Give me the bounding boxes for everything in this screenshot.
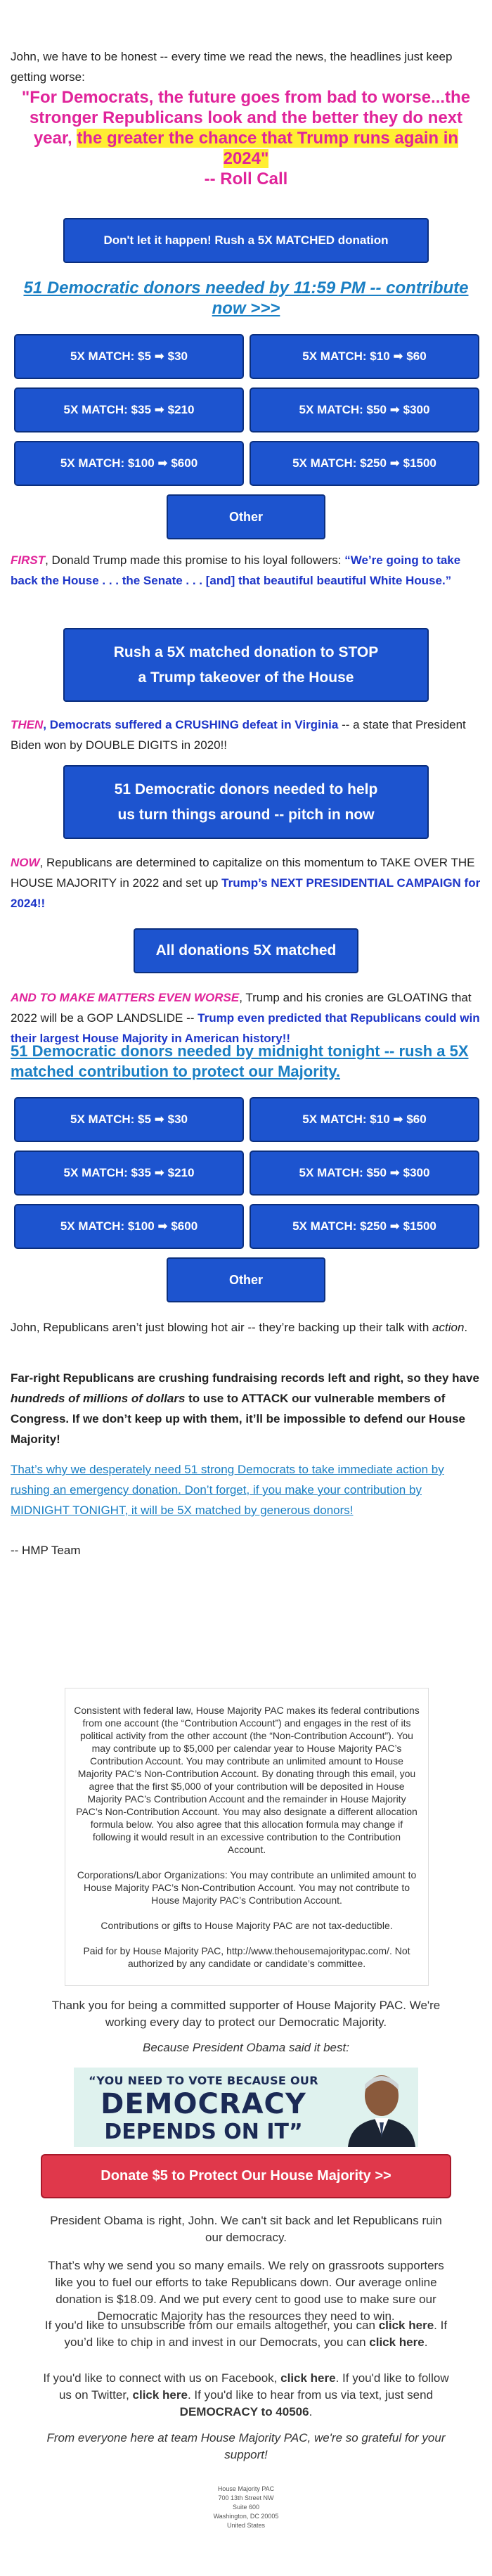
match-button-50[interactable] [250,1151,479,1196]
match-label: 5X MATCH: $50 ➡ $300 [299,1166,430,1179]
connect-t3: . If you'd like to hear from us via text, just send [187,2388,434,2402]
connect-t1: If you'd like to connect with us on Facebook, [43,2371,281,2385]
connect-t2: . If you'd like to follow us on Twitter, [58,2371,449,2402]
then-lead: THEN [11,718,44,731]
twitter-link[interactable]: click here [132,2388,188,2402]
chip-in-link[interactable]: click here [369,2335,425,2349]
cta-label: All donations 5X matched [155,942,337,959]
obama-portrait-image [341,2068,418,2147]
disclaimer-p3: Contributions or gifts to House Majority PAC are not tax-deductible. [101,1920,393,1931]
obama-intro: Because President Obama said it best: [143,2041,349,2054]
then-paragraph [11,715,481,755]
match-button-5[interactable] [14,1097,244,1142]
address-line: United States [226,2522,266,2529]
worse-emph: Trump even predicted that Republicans could win their largest House Majority in American history!! [11,1011,480,1045]
match-button-100[interactable] [14,1204,244,1249]
match-button-250[interactable] [250,441,479,486]
blowing-end: . [464,1321,468,1334]
connect-text [42,2370,450,2421]
first-paragraph [11,550,481,591]
now-text: , Republicans are determined to capitalize on this momentum to TAKE OVER THE HOUSE MAJORITY in 2022 and set up [11,856,475,890]
cta-line: a Trump takeover of the House [138,669,354,686]
other-amount-button[interactable] [167,494,325,539]
first-lead: FIRST [11,553,46,567]
unsubscribe-link[interactable]: click here [378,2319,434,2332]
donors-needed-link[interactable]: 51 Democratic donors needed by 11:59 PM -- contribute now >>> [23,278,469,318]
match-label: 5X MATCH: $250 ➡ $1500 [292,1219,436,1233]
match-label: 5X MATCH: $5 ➡ $30 [70,1113,188,1126]
first-quote: “We’re going to take back the House . . . the Senate . . . [and] that beautiful beautiful White House.” [11,553,461,587]
first-text: , Donald Trump made this promise to his loyal followers: [45,553,345,567]
text-keyword: DEMOCRACY to 40506 [179,2405,309,2418]
unsub-t3: . [424,2335,428,2349]
worse-text: , Trump and his cronies are GLOATING that 2022 will be a GOP LANDSLIDE -- [11,991,472,1025]
match-label: 5X MATCH: $35 ➡ $210 [63,403,195,416]
cta-dont-let-it-happen-button[interactable] [63,218,429,263]
disclaimer-p1: Consistent with federal law, House Majority PAC makes its federal contributions from one account (the “Contribution Account”) and engages in the rest of its political activity from the other account (the “Non-Contribution Account”). You may contribute up to $5,000 per calendar year to House Majority PAC’s Contribution Account. You may contribute an unlimited amount to House Majority PAC’s Non-Contribution Account. By donating through this email, you agree that the first $5,000 of your contribution will be deposited in House Majority PAC’s Contribution Account and the remainder in House Majority PAC’s Non-Contribution Account. You may also designate a different allocation formula below. You also agree that this allocation formula may change if following it would result in an excessive contribution to the Contribution Account. [74,1705,420,1855]
footer-address [176,2485,316,2530]
disclaimer-p2: Corporations/Labor Organizations: You may contribute an unlimited amount to House Majority PAC’s Non-Contribution Account. You may not contribute to House Majority PAC’s Contribution Account. [77,1869,417,1906]
cta-line: 51 Democratic donors needed to help [114,781,378,797]
cta-all-donations-matched-button[interactable] [134,928,358,973]
match-button-10[interactable] [250,334,479,379]
banner-text [82,2073,325,2145]
match-button-5[interactable] [14,334,244,379]
match-button-35[interactable] [14,387,244,432]
cta-label: Don't let it happen! Rush a 5X MATCHED donation [103,233,389,247]
match-label: 5X MATCH: $250 ➡ $1500 [292,456,436,470]
far-right-italic: hundreds of millions of dollars [11,1392,186,1405]
unsub-t2: . If you’d like to chip in and invest in our Democrats, you can [64,2319,448,2349]
match-button-100[interactable] [14,441,244,486]
cta-stop-trump-takeover-button[interactable] [63,628,429,702]
other-label: Other [228,509,263,524]
disclaimer-p4: Paid for by House Majority PAC, http://www.thehousemajoritypac.com/. Not authorized by any candidate or candidate’s committee. [83,1945,410,1969]
quote-source: -- Roll Call [204,169,288,188]
now-lead: NOW [11,856,40,869]
quote-part2-highlight: the greater the chance that Trump runs again in 2024" [77,129,459,168]
match-label: 5X MATCH: $10 ➡ $60 [302,1113,427,1126]
address-line: Washington, DC 20005 [213,2513,279,2520]
match-button-250[interactable] [250,1204,479,1249]
match-label: 5X MATCH: $35 ➡ $210 [63,1166,195,1179]
then-emph: , Democrats suffered a CRUSHING defeat in Virginia [43,718,339,731]
other-amount-button[interactable] [167,1257,325,1302]
then-text: -- a state that President Biden won by DOUBLE DIGITS in 2020!! [11,718,466,752]
legal-disclaimer-box [65,1688,429,1986]
far-right-text2: to use to ATTACK our vulnerable members of Congress. If we don’t keep up with them, it’ll be impossible to defend our House Majority! [11,1392,466,1446]
blowing-text: John, Republicans aren’t just blowing hot air -- they’re backing up their talk with [11,1321,433,1334]
match-button-50[interactable] [250,387,479,432]
signoff: -- HMP Team [11,1544,81,1557]
unsub-t1: If you'd like to unsubscribe from our emails altogether, you can [44,2319,379,2332]
match-button-10[interactable] [250,1097,479,1142]
now-emph: Trump’s NEXT PRESIDENTIAL CAMPAIGN for 2024!! [11,876,481,910]
match-button-35[interactable] [14,1151,244,1196]
address-line: Suite 600 [232,2504,260,2511]
thanks-text: Thank you for being a committed supporter of House Majority PAC. We're working every day to protect our Democratic Majority. [51,1999,441,2029]
far-right-text1: Far-right Republicans are crushing fundraising records left and right, so they have [11,1371,479,1385]
emergency-donation-link[interactable]: That’s why we desperately need 51 strong Democrats to take immediate action by rushing an emergency donation. Don’t forget, if you make your contribution by MIDNIGHT TONIGHT, it will be 5X matched by generous donors! [11,1463,444,1517]
match-label: 5X MATCH: $5 ➡ $30 [70,350,188,363]
obama-democracy-banner [74,2068,418,2147]
match-label: 5X MATCH: $100 ➡ $600 [60,1219,198,1233]
match-label: 5X MATCH: $50 ➡ $300 [299,403,430,416]
banner-line1: “YOU NEED TO VOTE BECAUSE OUR [89,2074,318,2087]
quote-part1: "For Democrats, the future goes from bad to worse...the stronger Republicans look and the better they do next year, [21,88,471,148]
cta-help-turn-around-button[interactable] [63,765,429,839]
donors-midnight-link[interactable]: 51 Democratic donors needed by midnight tonight -- rush a 5X matched contribution to protect our Majority. [11,1042,469,1080]
unsubscribe-text [42,2317,450,2351]
other-label: Other [228,1272,263,1287]
blowing-italic: action [432,1321,465,1334]
address-line: 700 13th Street NW [218,2494,274,2501]
blowing-paragraph [11,1317,481,1338]
connect-t4: . [309,2405,313,2418]
far-right-paragraph [11,1368,481,1449]
intro-text: John, we have to be honest -- every time we read the news, the headlines just keep getting worse: [11,50,453,84]
match-label: 5X MATCH: $100 ➡ $600 [60,456,198,470]
banner-line3: DEPENDS ON IT” [104,2120,303,2144]
roll-call-quote [14,87,478,189]
donate-5-button[interactable] [41,2154,451,2198]
banner-line2: DEMOCRACY [101,2088,306,2120]
cta-line: us turn things around -- pitch in now [117,806,375,823]
facebook-link[interactable]: click here [280,2371,336,2385]
now-paragraph [11,852,481,914]
worse-lead: AND TO MAKE MATTERS EVEN WORSE [11,991,240,1004]
address-line: House Majority PAC [217,2485,275,2492]
donate-label: Donate $5 to Protect Our House Majority >> [101,2168,391,2184]
worse-paragraph [11,987,481,1049]
grateful-text: From everyone here at team House Majority PAC, we're so grateful for your support! [46,2431,446,2461]
why-emails-text: That’s why we send you so many emails. We rely on grassroots supporters like you to fuel our efforts to take Republicans down. Our average online donation is $18.09. And we put every cent to good use to make sure our Democratic Majority has the resources they need to win. [48,2259,444,2323]
obama-right-text: President Obama is right, John. We can't sit back and let Republicans ruin our democracy. [50,2214,442,2244]
match-label: 5X MATCH: $10 ➡ $60 [302,350,427,363]
cta-line: Rush a 5X matched donation to STOP [113,643,379,660]
